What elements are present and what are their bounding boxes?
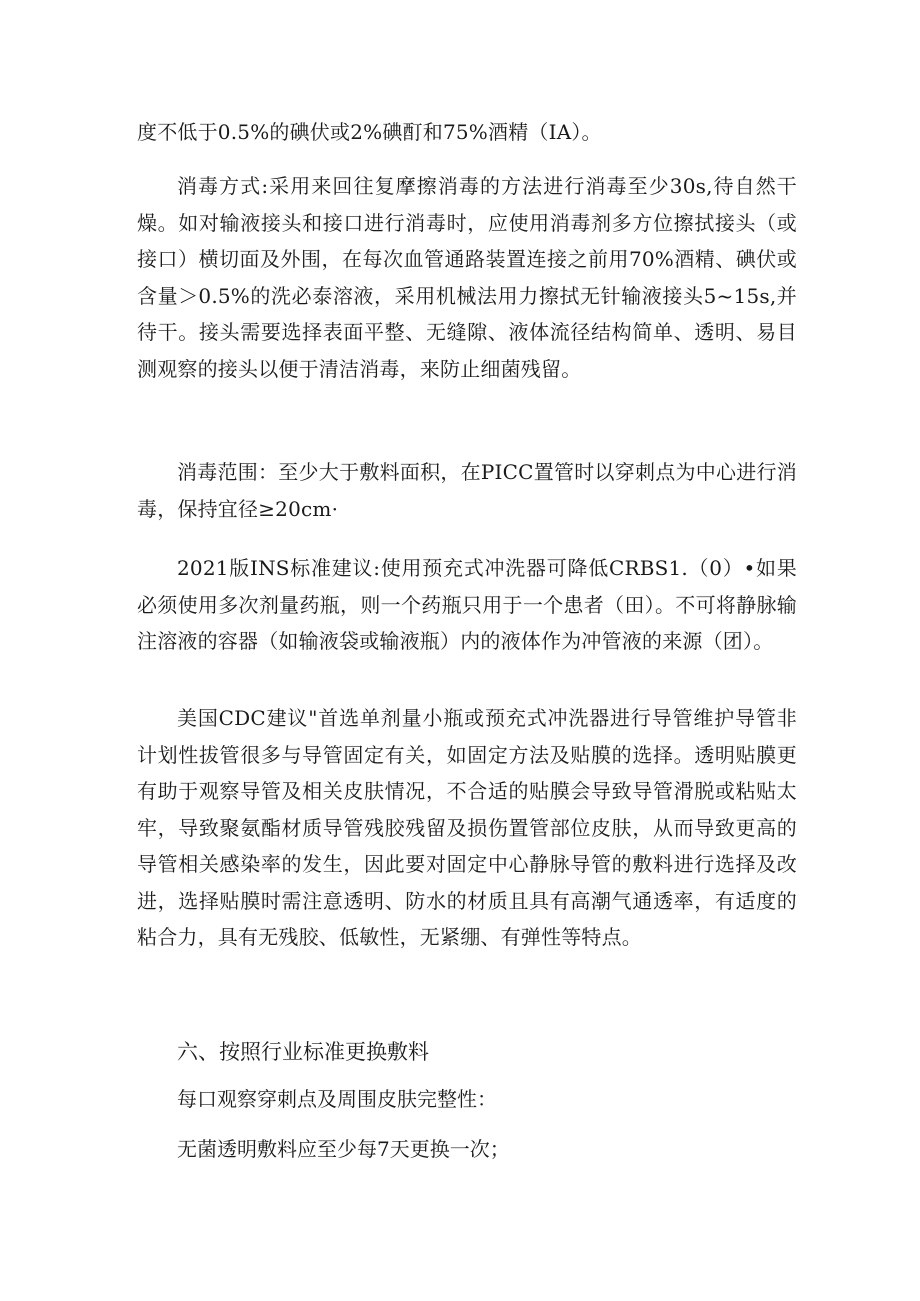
paragraph-observe-puncture-site: 每口观察穿刺点及周围皮肤完整性： bbox=[177, 1087, 497, 1111]
section-heading: 六、按照行业标准更换敷料 bbox=[177, 1040, 429, 1064]
paragraph-ins-standard: 2021版INS标准建议:使用预充式冲洗器可降低CRBS1.（0）•如果必须使用多次剂量药瓶，则一个药瓶只用于一个患者（田）。不可将静脉输注溶液的容器（如输液袋或输液瓶）内的液体作为冲管液的来源（团）。 bbox=[137, 556, 797, 653]
paragraph-disinfection-method: 消毒方式:采用来回往复摩擦消毒的方法进行消毒至少30s,待自然干燥。如对输液接头和接口进行消毒时，应使用消毒剂多方位擦拭接头（或接口）横切面及外围，在每次血管通路装置连接之前用70%酒精、碘伏或含量＞0.5%的洗必泰溶液，采用机械法用力擦拭无针输液接头5~15s,并待干。接头需要选择表面平整、无缝隙、液体流径结构简单、透明、易目测观察的接头以便于清洁消毒，来防止细菌残留。 bbox=[137, 174, 797, 381]
paragraph-disinfectant-concentration: 度不低于0.5%的碘伏或2%碘酊和75%酒精（IA）。 bbox=[137, 120, 602, 144]
paragraph-dressing-change-frequency: 无菌透明敷料应至少每7天更换一次； bbox=[177, 1137, 510, 1161]
paragraph-cdc-recommendation: 美国CDC建议"首选单剂量小瓶或预充式冲洗器进行导管维护导管非计划性拔管很多与导管固定有关，如固定方法及贴膜的选择。透明贴膜更有助于观察导管及相关皮肤情况，不合适的贴膜会导致导管滑脱或粘贴太牢，导致聚氨酯材质导管残胶残留及损伤置管部位皮肤，从而导致更高的导管相关感染率的发生，因此要对固定中心静脉导管的敷料进行选择及改进，选择贴膜时需注意透明、防水的材质且具有高潮气通透率，有适度的粘合力，具有无残胶、低敏性，无紧绷、有弹性等特点。 bbox=[137, 706, 797, 949]
paragraph-disinfection-range: 消毒范围：至少大于敷料面积，在PICC置管时以穿刺点为中心进行消毒，保持宜径≥20cm· bbox=[137, 460, 797, 521]
